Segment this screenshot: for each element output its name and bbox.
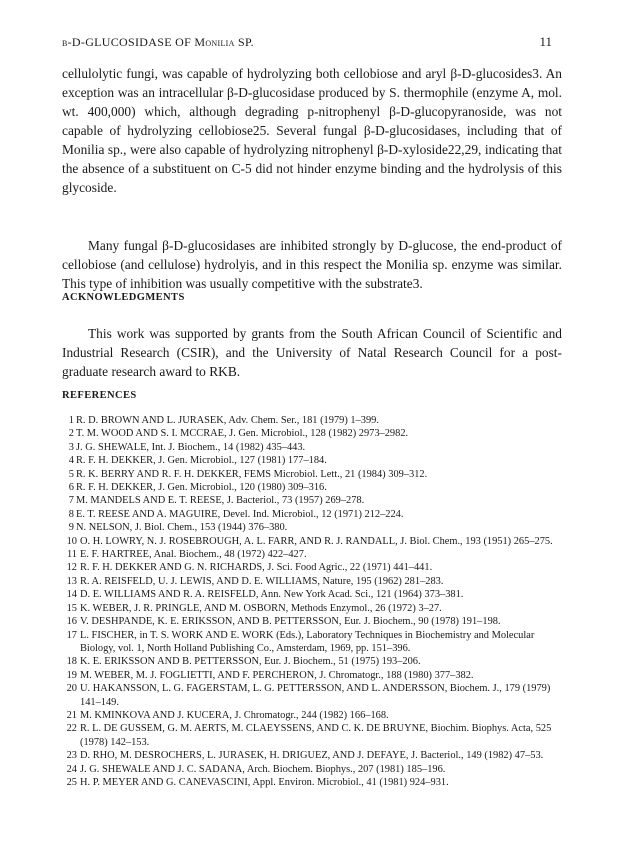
reference-list bbox=[62, 414, 568, 789]
reference-text: K. WEBER, J. R. PRINGLE, AND M. OSBORN, Methods Enzymol., 26 (1972) 3–27. bbox=[80, 602, 442, 614]
reference-number: 4 bbox=[68, 455, 74, 467]
reference-item bbox=[62, 655, 568, 668]
reference-number: 15 bbox=[66, 602, 77, 614]
reference-number: 11 bbox=[66, 549, 77, 561]
reference-number: 25 bbox=[66, 776, 77, 788]
reference-number: 12 bbox=[66, 562, 77, 574]
reference-item bbox=[62, 776, 568, 789]
reference-item bbox=[62, 481, 568, 494]
reference-number: 21 bbox=[66, 709, 77, 721]
reference-number: 16 bbox=[66, 616, 77, 628]
reference-number: 5 bbox=[68, 468, 74, 480]
reference-item bbox=[62, 602, 568, 615]
reference-number: 1 bbox=[68, 415, 74, 426]
reference-text: J. G. SHEWALE AND J. C. SADANA, Arch. Biochem. Biophys., 207 (1981) 185–196. bbox=[80, 763, 446, 775]
reference-item bbox=[62, 709, 568, 722]
reference-text: R. L. DE GUSSEM, G. M. AERTS, M. CLAEYSSENS, AND C. K. DE BRUYNE, Biochim. Biophys. Acta, 525 (1978) 142–153. bbox=[80, 723, 552, 748]
acknowledgments-text: This work was supported by grants from the South African Council of Scientific and Industrial Research (CSIR), and the University of Natal Research Council for a post-graduate research award to RKB. bbox=[62, 326, 562, 379]
reference-item bbox=[62, 669, 568, 682]
reference-text: R. F. H. DEKKER, J. Gen. Microbiol., 120 (1980) 309–316. bbox=[76, 482, 327, 494]
reference-text: R. D. BROWN AND L. JURASEK, Adv. Chem. Ser., 181 (1979) 1–399. bbox=[76, 415, 379, 426]
reference-text: M. WEBER, M. J. FOGLIETTI, AND F. PERCHERON, J. Chromatogr., 188 (1980) 377–382. bbox=[80, 669, 474, 681]
references-heading: REFERENCES bbox=[62, 390, 137, 401]
reference-text: R. F. H. DEKKER, J. Gen. Microbiol., 127 (1981) 177–184. bbox=[76, 455, 327, 467]
reference-number: 6 bbox=[68, 482, 74, 494]
reference-number: 17 bbox=[66, 629, 77, 641]
reference-text: V. DESHPANDE, K. E. ERIKSSON, AND B. PETTERSSON, Eur. J. Biochem., 90 (1978) 191–198. bbox=[80, 616, 501, 628]
reference-item bbox=[62, 763, 568, 776]
reference-text: M. MANDELS AND E. T. REESE, J. Bacteriol., 73 (1957) 269–278. bbox=[76, 495, 365, 507]
reference-item bbox=[62, 441, 568, 454]
reference-number: 13 bbox=[66, 575, 77, 587]
reference-item bbox=[62, 454, 568, 467]
reference-item bbox=[62, 468, 568, 481]
reference-item bbox=[62, 722, 568, 749]
reference-text: O. H. LOWRY, N. J. ROSEBROUGH, A. L. FARR, AND R. J. RANDALL, J. Biol. Chem., 193 (1951) 265–275. bbox=[80, 535, 553, 547]
reference-item bbox=[62, 508, 568, 521]
reference-text: M. KMINKOVA AND J. KUCERA, J. Chromatogr., 244 (1982) 166–168. bbox=[80, 709, 389, 721]
reference-text: H. P. MEYER AND G. CANEVASCINI, Appl. Environ. Microbiol., 41 (1981) 924–931. bbox=[80, 776, 449, 788]
reference-text: K. E. ERIKSSON AND B. PETTERSSON, Eur. J. Biochem., 51 (1975) 193–206. bbox=[80, 656, 421, 668]
reference-number: 24 bbox=[66, 763, 77, 775]
reference-item bbox=[62, 615, 568, 628]
acknowledgments-heading: ACKNOWLEDGMENTS bbox=[62, 292, 185, 303]
reference-item bbox=[62, 494, 568, 507]
reference-number: 3 bbox=[68, 441, 74, 453]
reference-text: U. HAKANSSON, L. G. FAGERSTAM, L. G. PETTERSSON, AND L. ANDERSSON, Biochem. J., 179 (1979) 141–149. bbox=[80, 683, 551, 708]
reference-item bbox=[62, 521, 568, 534]
reference-number: 9 bbox=[68, 522, 74, 534]
reference-text: J. G. SHEWALE, Int. J. Biochem., 14 (1982) 435–443. bbox=[76, 441, 306, 453]
page-header bbox=[62, 34, 552, 50]
reference-item bbox=[62, 588, 568, 601]
reference-text: E. F. HARTREE, Anal. Biochem., 48 (1972) 422–427. bbox=[80, 549, 307, 561]
body-paragraph-1: cellulolytic fungi, was capable of hydrolyzing both cellobiose and aryl β-D-glucosides3. An exception was an intracellular β-D-glucosidase produced by S. thermophile (enzyme A, mol. wt. 400,000) which, although degrading p-nitrophenyl β-D-glucopyranoside, was not capable of hydrolyzing cellobiose25. Several fungal β-D-glucosidases, including that of Monilia sp., were also capable of hydrolyzing nitrophenyl β-D-xyloside22,29, indicating that the absence of a substituent on C-5 did not hinder enzyme binding and the hydrolysis of this glycoside. bbox=[62, 66, 562, 195]
reference-item bbox=[62, 561, 568, 574]
running-head: β-D-GLUCOSIDASE OF Monilia SP. bbox=[62, 35, 254, 49]
reference-item bbox=[62, 682, 568, 709]
reference-text: R. F. H. DEKKER AND G. N. RICHARDS, J. Sci. Food Agric., 22 (1971) 441–441. bbox=[80, 562, 433, 574]
body-paragraph-2: Many fungal β-D-glucosidases are inhibited strongly by D-glucose, the end-product of cellobiose (and cellulose) hydrolyis, and in this respect the Monilia sp. enzyme was similar. This type of inhibition was usually competitive with the substrate3. bbox=[62, 238, 562, 291]
reference-number: 23 bbox=[66, 750, 77, 762]
reference-item bbox=[62, 414, 568, 427]
reference-text: R. K. BERRY AND R. F. H. DEKKER, FEMS Microbiol. Lett., 21 (1984) 309–312. bbox=[76, 468, 428, 480]
reference-text: D. RHO, M. DESROCHERS, L. JURASEK, H. DRIGUEZ, AND J. DEFAYE, J. Bacteriol., 149 (1982) 47–53. bbox=[80, 750, 544, 762]
reference-text: D. E. WILLIAMS AND R. A. REISFELD, Ann. New York Acad. Sci., 121 (1964) 373–381. bbox=[80, 589, 464, 601]
reference-number: 2 bbox=[68, 428, 74, 440]
reference-number: 22 bbox=[66, 723, 77, 735]
reference-text: L. FISCHER, in T. S. WORK AND E. WORK (Eds.), Laboratory Techniques in Biochemistry and Molecular Biology, vol. 1, North Holland Publishing Co., Amsterdam, 1969, pp. 151–396. bbox=[80, 629, 535, 654]
reference-item bbox=[62, 575, 568, 588]
reference-item bbox=[62, 548, 568, 561]
reference-text: E. T. REESE AND A. MAGUIRE, Devel. Ind. Microbiol., 12 (1971) 212–224. bbox=[76, 508, 404, 520]
reference-number: 7 bbox=[68, 495, 74, 507]
reference-number: 19 bbox=[66, 669, 77, 681]
reference-text: N. NELSON, J. Biol. Chem., 153 (1944) 376–380. bbox=[76, 522, 288, 534]
reference-item bbox=[62, 427, 568, 440]
reference-text: R. A. REISFELD, U. J. LEWIS, AND D. E. WILLIAMS, Nature, 195 (1962) 281–283. bbox=[80, 575, 444, 587]
reference-item bbox=[62, 535, 568, 548]
reference-number: 20 bbox=[66, 683, 77, 695]
reference-number: 8 bbox=[68, 508, 74, 520]
reference-item bbox=[62, 629, 568, 656]
page-number: 11 bbox=[539, 34, 552, 49]
reference-number: 10 bbox=[66, 535, 77, 547]
reference-item bbox=[62, 749, 568, 762]
reference-number: 14 bbox=[66, 589, 77, 601]
reference-text: T. M. WOOD AND S. I. MCCRAE, J. Gen. Microbiol., 128 (1982) 2973–2982. bbox=[76, 428, 409, 440]
reference-number: 18 bbox=[66, 656, 77, 668]
